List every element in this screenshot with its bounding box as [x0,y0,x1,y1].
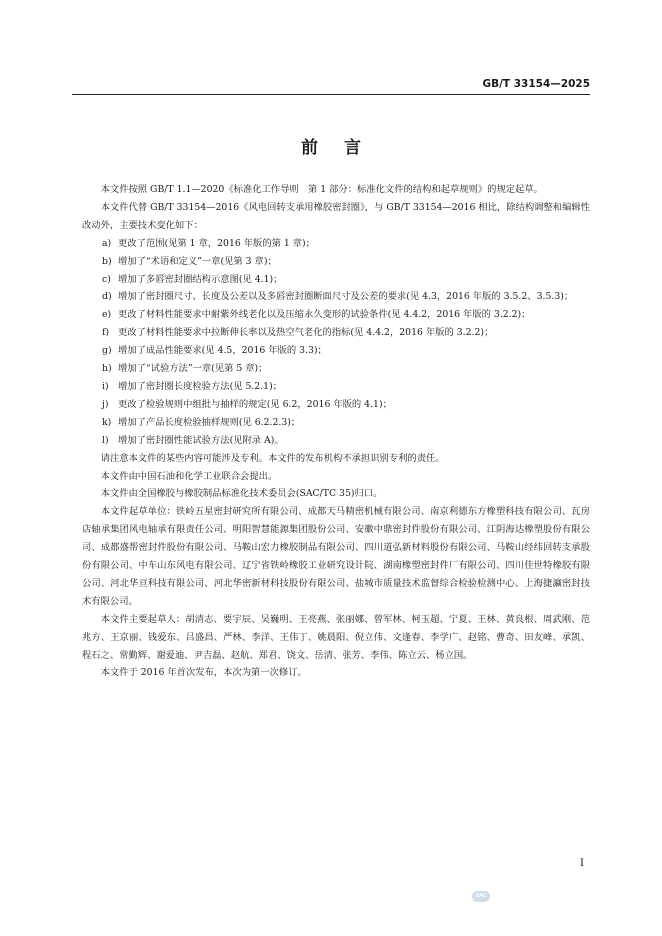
paragraph-publication-history: 本文件于 2016 年首次发布，本次为第一次修订。 [100,667,307,679]
list-marker: k) [102,416,112,428]
header-rule [72,94,590,95]
list-marker: f) [102,327,110,339]
list-item-text: 增加了密封圈性能试验方法(见附录 A)。 [118,434,284,446]
list-marker: a) [102,237,112,249]
list-item-text: 更改了材料性能要求中拉断伸长率以及热空气老化的指标(见 4.4.2，2016 年版的 3.2.2)； [118,327,494,339]
list-item [82,360,590,378]
paragraph-replacement: 本文件代替 GB/T 33154—2016《风电回转支承用橡胶密封圈》，与 GB/T 33154—2016 相比，除结构调整和编辑性改动外，主要技术变化如下： [82,201,590,231]
list-item [82,235,590,253]
list-item [82,414,590,432]
list-item [82,306,590,324]
list-item [82,324,590,342]
paragraph-drafting-rules: 本文件按照 GB/T 1.1—2020《标准化工作导则 第 1 部分：标准化文件的结构和起草规则》的规定起草。 [100,184,543,195]
list-item-text: 增加了密封圈尺寸、长度及公差以及多唇密封圈断面尺寸及公差的要求(见 4.3，2016 年版的 3.5.2、3.5.3)； [118,291,574,303]
list-item-text: 增加了密封圈长度检验方法(见 5.2.1)； [118,380,283,392]
paragraph-proposer: 本文件由中国石油和化学工业联合会提出。 [100,470,278,482]
list-item-text: 增加了“术语和定义”一章(见第 3 章)； [118,255,277,267]
list-item [82,432,590,450]
list-item [82,288,590,306]
list-marker: c) [102,273,111,285]
page-number: I [580,858,584,869]
list-item-text: 更改了材料性能要求中耐紫外线老化以及压缩永久变形的试验条件(见 4.4.2，2016 年版的 3.2.2)； [118,309,531,321]
list-marker: h) [102,363,112,375]
list-item-text: 更改了范围(见第 1 章，2016 年版的第 1 章)； [118,237,315,249]
list-item [82,378,590,396]
list-item-text: 更改了检验规则中组批与抽样的规定(见 6.2，2016 年版的 4.1)； [118,398,392,410]
list-item-text: 增加了产品长度检验抽样规则(见 6.2.2.3)； [118,416,301,428]
list-item [82,253,590,271]
list-marker: i) [102,380,109,392]
list-marker: l) [102,434,109,446]
foreword-body [82,181,590,682]
list-marker: j) [102,398,109,410]
paragraph-drafting-units: 本文件起草单位：铁岭五星密封研究所有限公司、成都天马精密机械有限公司、南京利德东方橡塑科技有限公司、瓦房店轴承集团风电轴承有限责任公司、明阳智慧能源集团股份公司、安徽中鼎密封件股份有限公司、江阴海达橡塑股份有限公司、成都盛帮密封件股份有限公司、马鞍山宏力橡胶制品有限公司、四川道弘新材料股份有限公司、马鞍山经纬回转支承股份有限公司、中车山东风电有限公司、辽宁省铁岭橡胶工业研究设计院、湖南橡塑密封件厂有限公司、四川佳世特橡胶有限公司、河北华亘科技有限公司、河北华密新材科技股份有限公司、盐城市质量技术监督综合检验检测中心、上海捷瀛密封技术有限公司。 [82,506,590,607]
paragraph-committee: 本文件由全国橡胶与橡胶制品标准化技术委员会(SAC/TC 35)归口。 [100,488,383,500]
list-marker: d) [102,291,112,303]
list-marker: e) [102,309,112,321]
list-item [82,271,590,289]
paragraph-drafters: 本文件主要起草人：胡清志、要宇辰、吴巍明、王亮燕、张丽娜、曾军林、柯玉超、宁夏、王林、黄良根、周武刚、范兆方、王京丽、钱爱东、吕盛昌、严林、李洋、王伟丁、姚晨阳、倪立伟、文逢春、李学广、赵铭、曹奇、田友峰、承凯、程石之、常勤辉、谢爱迪、尹吉磊、赵航、郑君、饶文、岳清、张芳、李伟、陈立云、杨立国。 [82,613,590,661]
page-title: 前言 [301,138,387,158]
sac-logo-watermark: SAC [472,891,490,902]
list-marker: b) [102,255,112,267]
list-item [82,396,590,414]
list-item-text: 增加了成品性能要求(见 4.5，2016 年版的 3.3)； [118,345,327,357]
list-item [82,342,590,360]
document-code: GB/T 33154—2025 [482,78,590,90]
list-item-text: 增加了“试验方法”一章(见第 5 章)； [118,363,268,375]
paragraph-patent-notice: 请注意本文件的某些内容可能涉及专利。本文件的发布机构不承担识别专利的责任。 [100,452,445,464]
list-item-text: 增加了多唇密封圈结构示意图(见 4.1)； [118,273,283,285]
list-marker: g) [102,345,112,357]
